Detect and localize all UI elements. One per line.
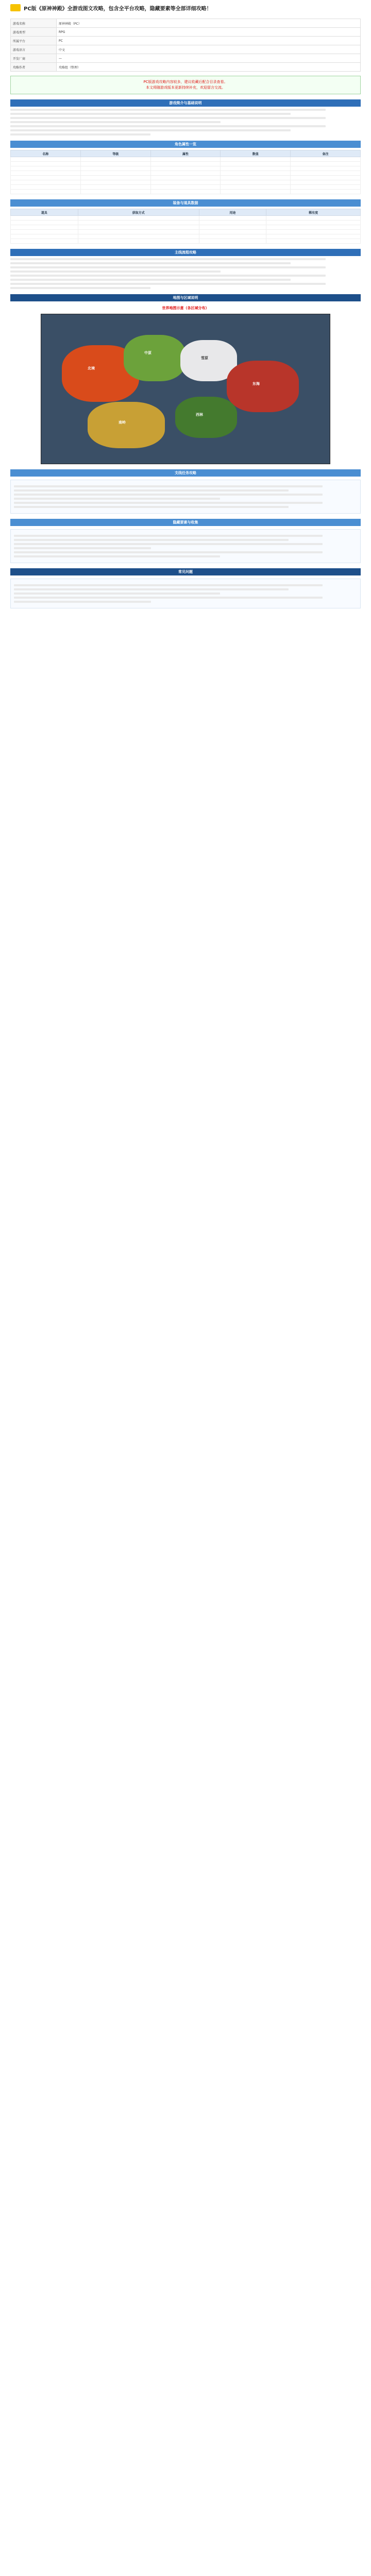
info-label: 开发厂商 [11,54,57,63]
table-cell [80,166,150,171]
text-line [10,125,326,127]
notice-line: 本文将随游戏版本更新持续补充，欢迎留言交流。 [146,86,225,90]
table-cell [266,230,361,234]
section-body [10,258,361,289]
info-label: 攻略作者 [11,63,57,72]
table-cell [78,230,199,234]
text-line [10,113,291,115]
column-header: 名称 [11,150,81,157]
map-label: 北境 [88,366,95,370]
table-cell [11,234,78,239]
table-cell [80,190,150,194]
table-cell [150,185,221,190]
section-body [10,109,361,135]
map-region [124,335,185,381]
table-cell [266,239,361,244]
text-line [14,601,151,603]
table-cell [199,239,266,244]
info-value: 中文 [57,45,361,54]
text-line [14,584,323,586]
table-row [11,230,361,234]
text-line [10,258,326,260]
text-line [10,270,221,273]
table-row [11,157,361,162]
column-header: 道具 [11,209,78,216]
table-cell [291,185,361,190]
section-heading: 角色属性一览 [10,141,361,148]
text-line [14,539,289,541]
table-cell [150,176,221,180]
table-cell [78,234,199,239]
table-header-row [11,150,361,157]
text-line [14,551,323,553]
text-line [14,489,289,492]
info-value: — [57,54,361,63]
info-value: 原神神殿（PC） [57,19,361,28]
table-row [11,234,361,239]
table-row [11,176,361,180]
table-cell [80,171,150,176]
table-cell [199,221,266,225]
map-label: 西林 [196,413,203,417]
info-row [11,45,361,54]
info-row [11,19,361,28]
column-header: 用途 [199,209,266,216]
table-cell [11,221,78,225]
text-line [14,543,323,545]
text-line [10,121,221,123]
section-heading: 地图与区域说明 [10,294,361,301]
table-cell [78,239,199,244]
table-cell [11,176,81,180]
table-cell [11,180,81,185]
notice-line: PC版游戏攻略内容较多，建议收藏后配合目录查看。 [143,80,228,84]
table-cell [11,162,81,166]
table-cell [80,176,150,180]
map-region [227,361,299,412]
map-label: 雪原 [201,356,208,360]
info-value: RPG [57,28,361,37]
text-line [10,117,326,119]
table-cell [291,162,361,166]
table-cell [266,216,361,221]
table-cell [11,216,78,221]
world-map [41,314,330,464]
table-row [11,221,361,225]
table-row [11,216,361,221]
text-line [10,266,326,268]
text-line [10,129,291,131]
table-row [11,162,361,166]
content-box [10,480,361,514]
content-box [10,529,361,563]
table-cell [266,234,361,239]
table-cell [150,162,221,166]
table-cell [150,157,221,162]
notice-box [10,76,361,94]
data-table [10,150,361,194]
table-row [11,239,361,244]
info-value: 攻略组（整理） [57,63,361,72]
table-cell [80,157,150,162]
table-cell [80,180,150,185]
column-header: 获取方式 [78,209,199,216]
table-row [11,180,361,185]
table-row [11,166,361,171]
table-header-row [11,209,361,216]
text-line [10,109,326,111]
map-label: 中原 [144,351,151,355]
info-table [10,19,361,72]
table-cell [221,166,291,171]
column-header: 属性 [150,150,221,157]
text-line [10,283,326,285]
table-cell [78,225,199,230]
table-cell [78,216,199,221]
section-heading: 常见问题 [10,568,361,575]
section-heading: 支线任务攻略 [10,469,361,477]
info-row [11,28,361,37]
table-cell [266,225,361,230]
table-cell [221,190,291,194]
table-cell [11,190,81,194]
table-cell [266,221,361,225]
table-cell [11,171,81,176]
table-cell [11,239,78,244]
table-cell [150,190,221,194]
table-cell [221,180,291,185]
column-header: 等级 [80,150,150,157]
table-cell [199,230,266,234]
title-row [10,0,361,15]
table-cell [199,234,266,239]
info-label: 游戏语言 [11,45,57,54]
text-line [14,506,289,508]
info-label: 游戏类型 [11,28,57,37]
faq-box [10,579,361,608]
section-heading: 游戏简介与基础说明 [10,99,361,107]
text-line [10,279,291,281]
table-cell [291,171,361,176]
text-line [14,588,289,590]
table-cell [11,230,78,234]
text-line [14,498,220,500]
section-heading: 主线流程攻略 [10,249,361,256]
table-cell [221,162,291,166]
table-row [11,225,361,230]
logo-icon [10,4,21,11]
info-row [11,54,361,63]
text-line [14,547,151,549]
table-cell [11,157,81,162]
map-caption: 世界地图示意（各区域分布） [162,306,209,310]
table-cell [150,171,221,176]
table-cell [291,176,361,180]
table-cell [221,157,291,162]
table-cell [291,180,361,185]
data-table [10,209,361,244]
table-cell [11,166,81,171]
table-cell [291,190,361,194]
section-heading: 装备与道具数据 [10,199,361,207]
table-cell [11,185,81,190]
table-cell [150,166,221,171]
table-cell [78,221,199,225]
text-line [14,535,323,537]
column-header: 稀有度 [266,209,361,216]
table-row [11,185,361,190]
table-row [11,171,361,176]
table-cell [291,166,361,171]
text-line [14,485,323,487]
table-cell [80,185,150,190]
text-line [14,502,323,504]
section-heading: 隐藏要素与收集 [10,519,361,526]
table-row [11,190,361,194]
text-line [10,262,291,264]
text-line [10,133,150,135]
table-cell [221,185,291,190]
info-row [11,63,361,72]
page [10,0,361,2576]
text-line [10,275,326,277]
table-cell [80,162,150,166]
info-row [11,37,361,45]
column-header: 备注 [291,150,361,157]
table-cell [291,157,361,162]
table-cell [221,176,291,180]
text-line [14,597,323,599]
table-cell [199,216,266,221]
text-line [14,555,220,557]
column-header: 数值 [221,150,291,157]
map-label: 东海 [252,382,260,386]
table-cell [199,225,266,230]
text-line [14,592,220,595]
page-title: PC版《原神神殿》全游戏图文攻略，包含全平台攻略，隐藏要素等全部详细攻略！ [24,6,212,12]
map-region [175,397,237,438]
info-label: 所属平台 [11,37,57,45]
text-line [14,494,323,496]
info-label: 游戏名称 [11,19,57,28]
map-region [88,402,165,448]
text-line [10,287,150,289]
map-label: 南岭 [119,420,126,425]
table-cell [11,225,78,230]
table-cell [221,171,291,176]
info-value: PC [57,37,361,45]
table-cell [150,180,221,185]
